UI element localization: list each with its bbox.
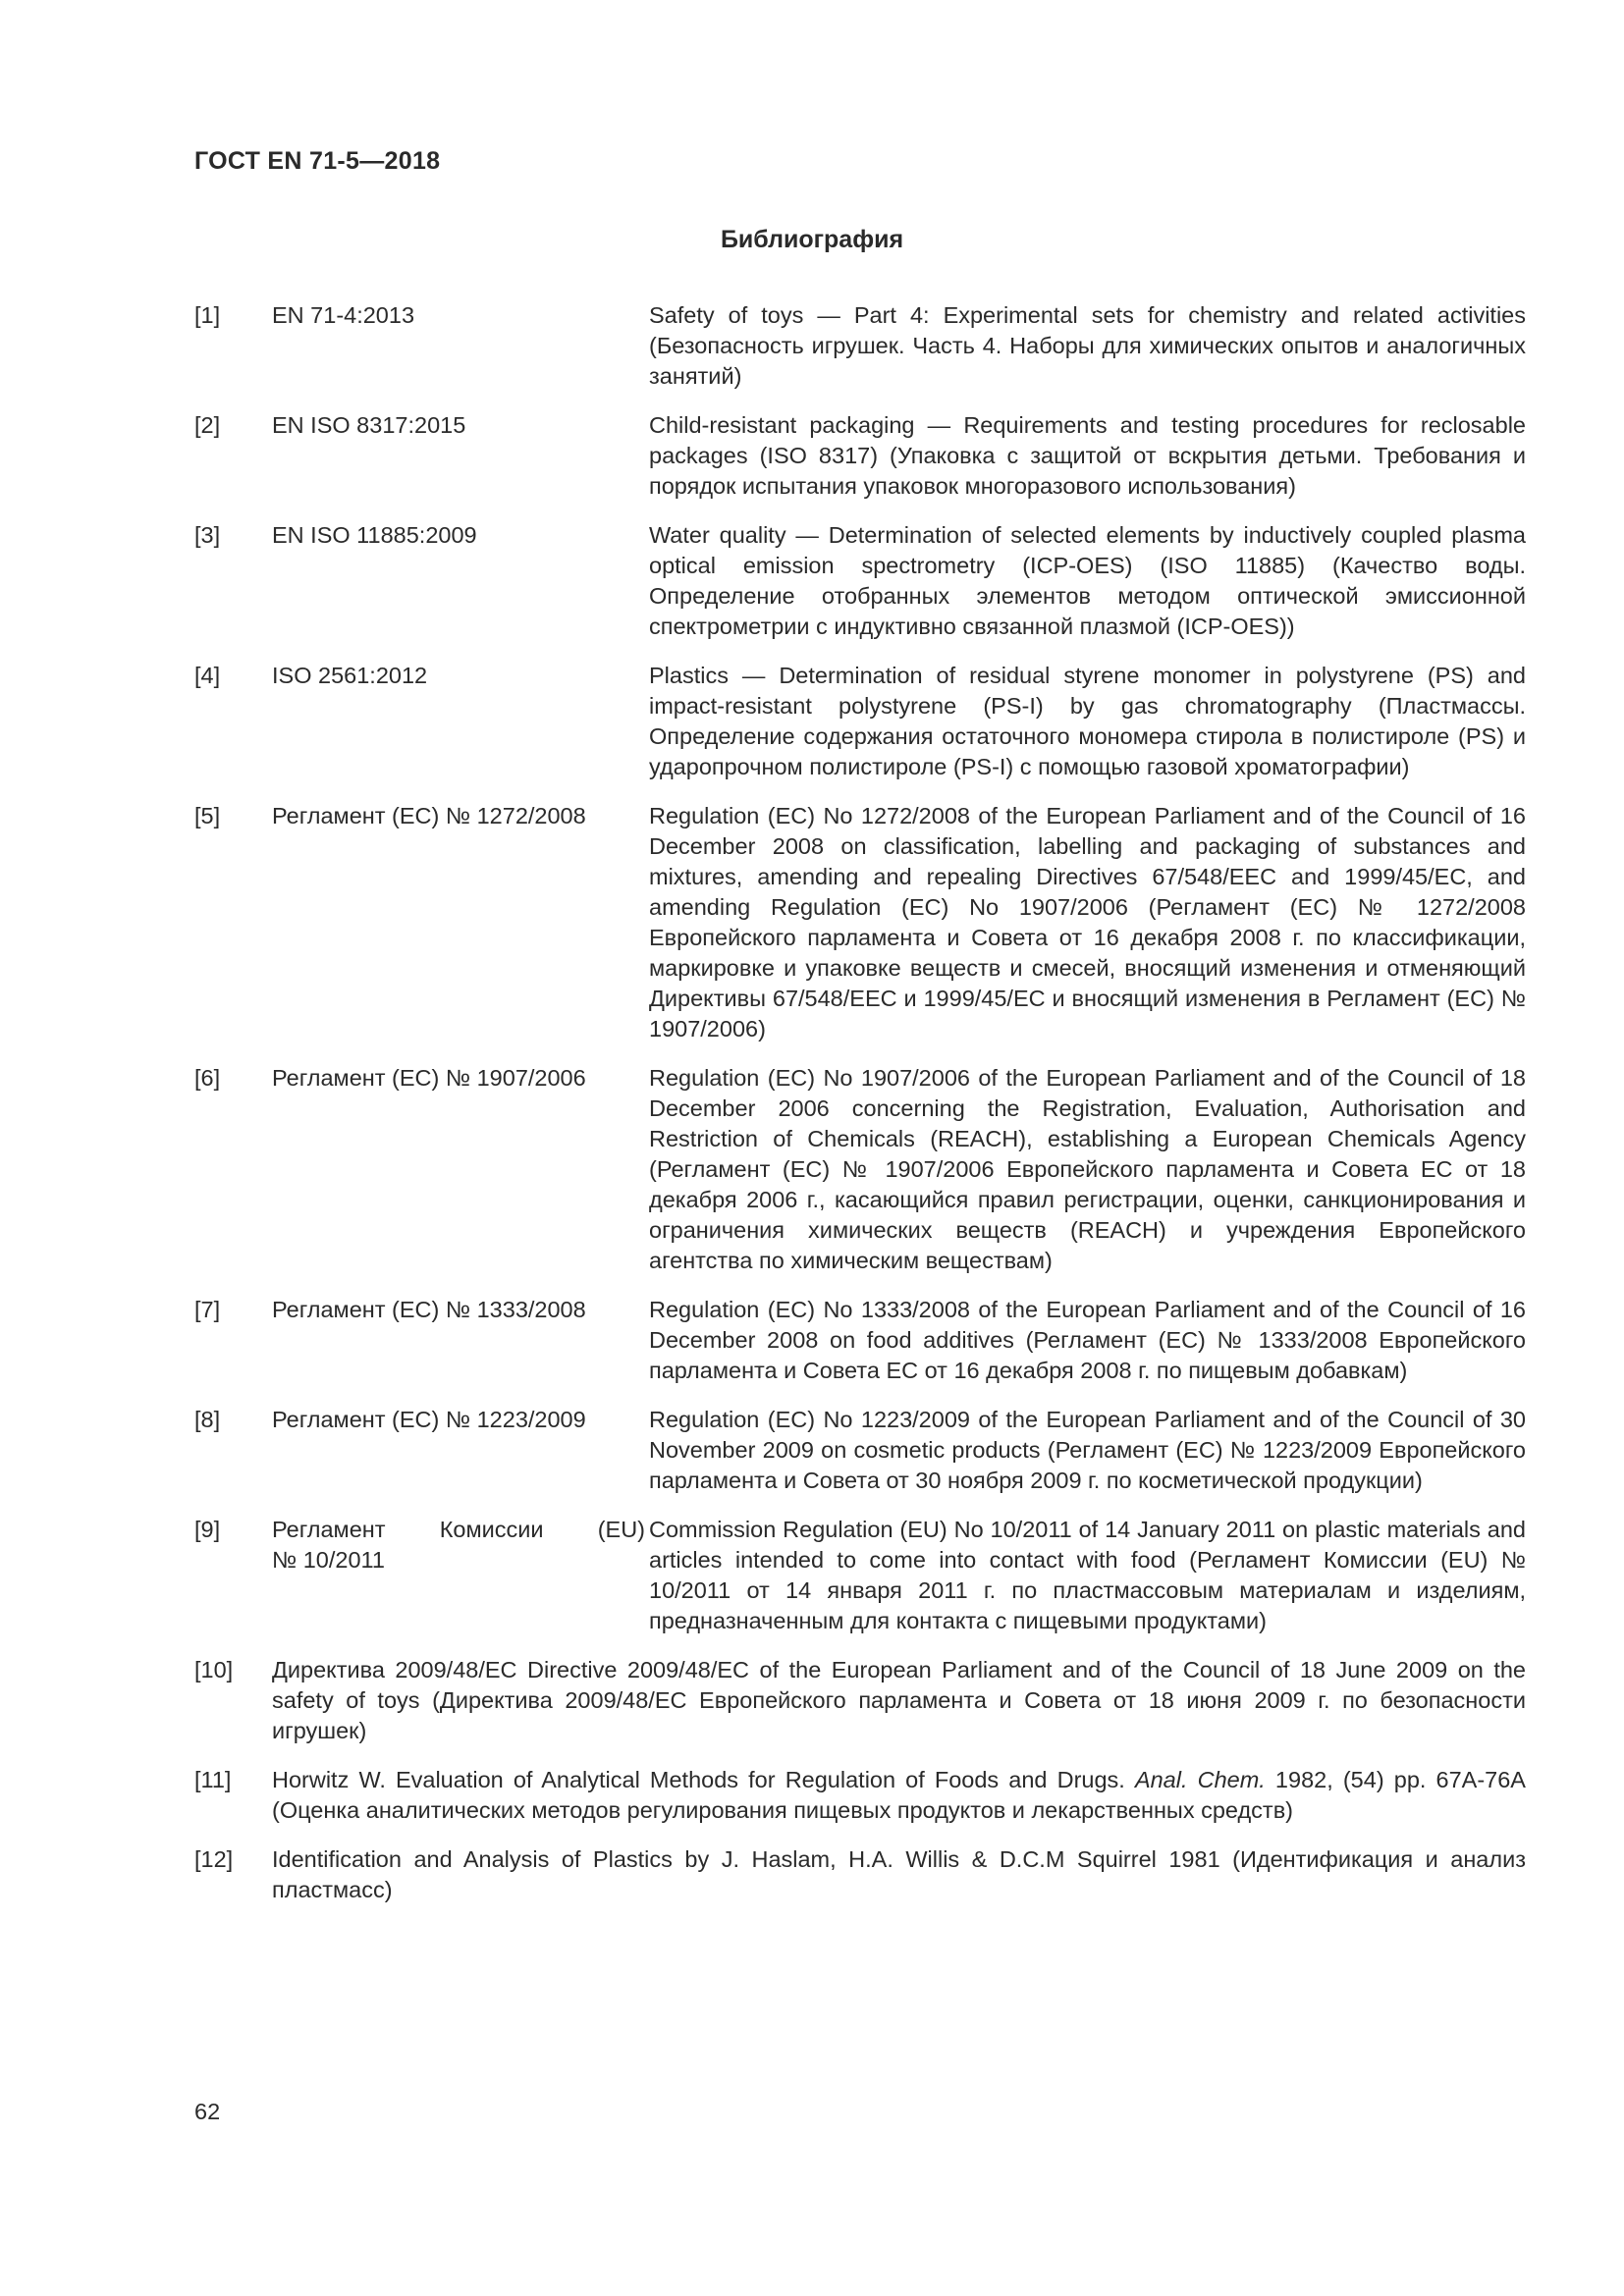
section-title: Библиография: [720, 226, 904, 253]
bibliography-list: [194, 300, 1526, 1924]
entry-number: [3]: [194, 522, 221, 548]
entry-reference: Регламент (ЕС) № 1907/2006: [272, 1065, 586, 1091]
entry-description: Identification and Analysis of Plastics by J. Haslam, H.A. Willis & D.C.M Squirrel 1981 (Идентификация и анализ пластмасс): [272, 1846, 1526, 1902]
bibliography-entry: [194, 520, 1526, 642]
entry-reference-line: № 10/2011: [272, 1547, 385, 1573]
entry-number: [1]: [194, 302, 221, 328]
entry-reference: ISO 2561:2012: [272, 663, 428, 688]
page-number: 62: [194, 2099, 221, 2124]
bibliography-entry: [194, 1295, 1526, 1386]
entry-reference: Регламент (ЕС) № 1223/2009: [272, 1407, 586, 1432]
bibliography-entry: [194, 801, 1526, 1044]
bibliography-entry: [194, 1765, 1526, 1826]
journal-name: Anal. Chem.: [1134, 1767, 1266, 1792]
entry-number: [9]: [194, 1517, 221, 1542]
entry-description: Regulation (EC) No 1223/2009 of the European Parliament and of the Council of 30 November 2009 on cosmetic products (Регламент (ЕС) № 1223/2009 Европейского парламента и Совета от 30 ноября 2009 г. по косметической продукции): [649, 1407, 1526, 1493]
entry-number: [8]: [194, 1407, 221, 1432]
entry-number: [7]: [194, 1297, 221, 1322]
entry-reference: EN 71-4:2013: [272, 302, 415, 328]
entry-description: [272, 1765, 1526, 1826]
entry-number: [11]: [194, 1767, 232, 1792]
bibliography-entry: [194, 661, 1526, 782]
entry-number: [6]: [194, 1065, 221, 1091]
entry-reference-line: Регламент Комиссии (EU): [272, 1517, 645, 1542]
entry-description: Regulation (EC) No 1333/2008 of the European Parliament and of the Council of 16 December 2008 on food additives (Регламент (ЕС) № 1333/2008 Европейского парламента и Совета ЕС от 16 декабря 2008 г. по пищевым добавкам): [649, 1297, 1526, 1383]
entry-reference: Регламент (ЕС) № 1333/2008: [272, 1297, 586, 1322]
entry-description: Safety of toys — Part 4: Experimental sets for chemistry and related activities (Безопасность игрушек. Часть 4. Наборы для химических опытов и аналогичных занятий): [649, 302, 1526, 389]
bibliography-entry: [194, 1515, 1526, 1636]
entry-number: [4]: [194, 663, 221, 688]
bibliography-entry: [194, 410, 1526, 502]
entry-text-part: 1982, (54) pp. 67A-76A (Оценка аналитических методов регулирования пищевых продуктов и лекарственных средств): [272, 1767, 1526, 1823]
entry-description: Commission Regulation (EU) No 10/2011 of 14 January 2011 on plastic materials and articles intended to come into contact with food (Регламент Комиссии (EU) № 10/2011 от 14 января 2011 г. по пластмассовым материалам и изделиям, предназначенным для контакта с пищевыми продуктами): [649, 1517, 1526, 1633]
entry-number: [5]: [194, 803, 221, 828]
bibliography-entry: [194, 1063, 1526, 1276]
entry-description: Regulation (EC) No 1907/2006 of the European Parliament and of the Council of 18 December 2006 concerning the Registration, Evaluation, Authorisation and Restriction of Chemicals (REACH), establishing a European Chemicals Agency (Регламент (ЕС) № 1907/2006 Европейского парламента и Совета ЕС от 18 декабря 2006 г., касающийся правил регистрации, оценки, санкционирования и ограничения химических веществ (REACH) и учреждения Европейского агентства по химическим веществам): [649, 1065, 1526, 1273]
bibliography-entry: [194, 300, 1526, 392]
entry-reference: [272, 1515, 645, 1575]
entry-description: Директива 2009/48/EC Directive 2009/48/EC of the European Parliament and of the Council of 18 June 2009 on the safety of toys (Директива 2009/48/ЕС Европейского парламента и Совета от 18 июня 2009 г. по безопасности игрушек): [272, 1657, 1526, 1743]
entry-reference: Регламент (ЕС) № 1272/2008: [272, 803, 586, 828]
entry-reference: EN ISO 8317:2015: [272, 412, 466, 438]
bibliography-entry: [194, 1655, 1526, 1746]
entry-number: [10]: [194, 1657, 234, 1682]
bibliography-entry: [194, 1844, 1526, 1905]
entry-description: Plastics — Determination of residual styrene monomer in polystyrene (PS) and impact-resistant polystyrene (PS-I) by gas chromatography (Пластмассы. Определение содержания остаточного мономера стирола в полистироле (PS) и ударопрочном полистироле (PS-I) с помощью газовой хроматографии): [649, 663, 1526, 779]
entry-text-part: Horwitz W. Evaluation of Analytical Methods for Regulation of Foods and Drugs.: [272, 1767, 1135, 1792]
entry-number: [12]: [194, 1846, 234, 1872]
document-header: ГОСТ EN 71-5—2018: [194, 147, 441, 175]
entry-number: [2]: [194, 412, 221, 438]
entry-description: Water quality — Determination of selected elements by inductively coupled plasma optical emission spectrometry (ICP-OES) (ISO 11885) (Качество воды. Определение отобранных элементов методом оптической эмиссионной спектрометрии с индуктивно связанной плазмой (ICP-OES)): [649, 522, 1526, 639]
entry-description: Child-resistant packaging — Requirements and testing procedures for reclosable packages (ISO 8317) (Упаковка с защитой от вскрытия детьми. Требования и порядок испытания упаковок многоразового использования): [649, 412, 1526, 499]
bibliography-entry: [194, 1405, 1526, 1496]
entry-reference: EN ISO 11885:2009: [272, 522, 477, 548]
entry-description: Regulation (EC) No 1272/2008 of the European Parliament and of the Council of 16 December 2008 on classification, labelling and packaging of substances and mixtures, amending and repealing Directives 67/548/EEC and 1999/45/EC, and amending Regulation (EC) No 1907/2006 (Регламент (ЕС) № 1272/2008 Европейского парламента и Совета от 16 декабря 2008 г. по классификации, маркировке и упаковке веществ и смесей, вносящий изменения и отменяющий Директивы 67/548/ЕЕС и 1999/45/ЕС и вносящий изменения в Регламент (ЕС) № 1907/2006): [649, 803, 1526, 1041]
